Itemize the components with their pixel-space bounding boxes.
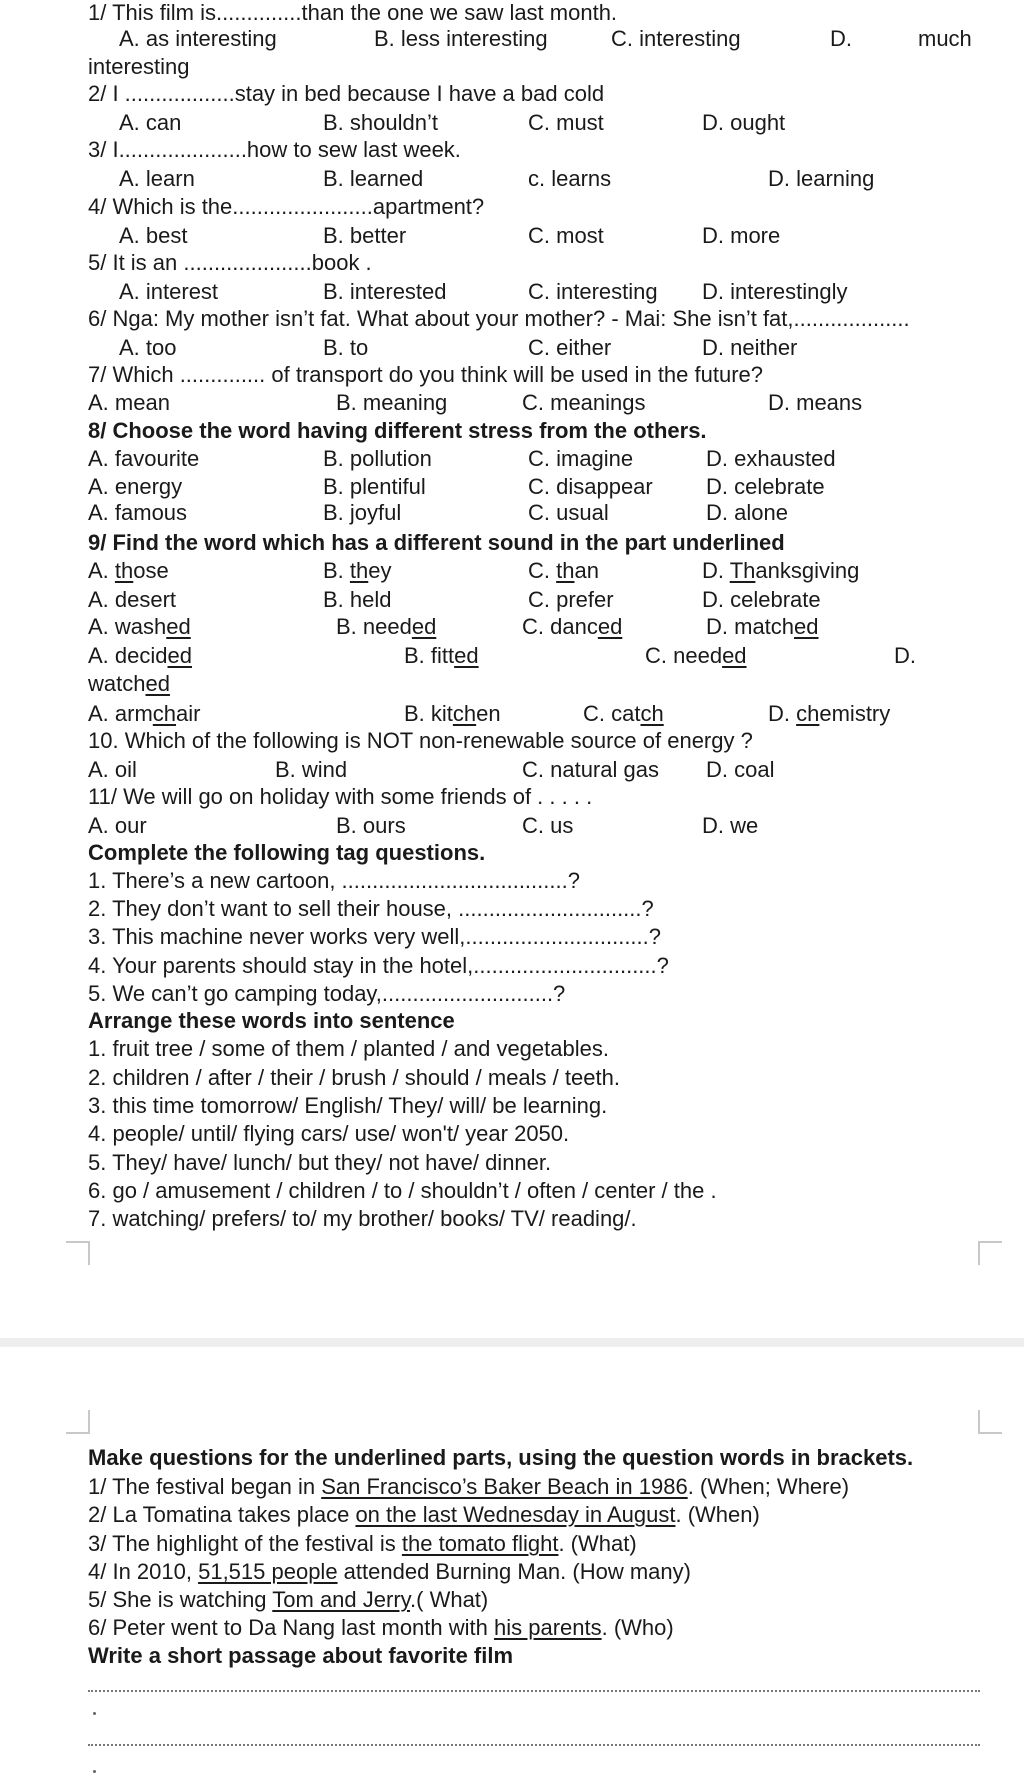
q10-option-d: D. coal: [706, 757, 775, 782]
q8-r2-d: D. celebrate: [706, 474, 825, 499]
q2-stem: 2/ I ..................stay in bed because I have a bad cold: [88, 81, 605, 106]
arrange-item-1: 1. fruit tree / some of them / planted / and vegetables.: [88, 1036, 609, 1061]
q9-r3-b: B. needed: [336, 614, 437, 639]
page-separator: [0, 1338, 1024, 1347]
q1-option-d-label: D.: [830, 26, 852, 51]
q7-option-d: D. means: [768, 390, 863, 415]
q9-r4-d-label: D.: [894, 643, 916, 668]
q8-r2-c: C. disappear: [528, 474, 653, 499]
q1-option-b: B. less interesting: [374, 26, 548, 51]
arrange-item-3: 3. this time tomorrow/ English/ They/ will/ be learning.: [88, 1093, 608, 1118]
q9-r1-b: B. they: [323, 558, 392, 583]
q10-option-a: A. oil: [88, 757, 137, 782]
q5-stem: 5/ It is an .....................book .: [88, 250, 372, 275]
q8-r1-a: A. favourite: [88, 446, 200, 471]
q11-stem: 11/ We will go on holiday with some friends of . . . . .: [88, 784, 593, 809]
q2-option-d: D. ought: [702, 110, 786, 135]
q3-option-a: A. learn: [119, 166, 195, 191]
q9-r4-d-wrap: watched: [88, 671, 170, 696]
q2-option-c: C. must: [528, 110, 604, 135]
crop-mark-top-right: [978, 1241, 1002, 1265]
q10-option-b: B. wind: [275, 757, 348, 782]
arrange-item-2: 2. children / after / their / brush / should / meals / teeth.: [88, 1065, 620, 1090]
q8-r2-a: A. energy: [88, 474, 183, 499]
q8-r3-a: A. famous: [88, 500, 188, 525]
q8-r1-b: B. pollution: [323, 446, 432, 471]
q5-option-b: B. interested: [323, 279, 447, 304]
q6-stem: 6/ Nga: My mother isn’t fat. What about your mother? - Mai: She isn’t fat,...................: [88, 306, 910, 331]
q10-stem: 10. Which of the following is NOT non-renewable source of energy ?: [88, 728, 753, 753]
q9-r3-d: D. matched: [706, 614, 819, 639]
arrange-item-5: 5. They/ have/ lunch/ but they/ not have/ dinner.: [88, 1150, 552, 1175]
q3-option-c: c. learns: [528, 166, 612, 191]
q3-option-b: B. learned: [323, 166, 424, 191]
passage-heading: Write a short passage about favorite film: [88, 1643, 514, 1668]
stray-dot: [93, 1712, 96, 1715]
q8-r1-d: D. exhausted: [706, 446, 836, 471]
make-question-4: 4/ In 2010, 51,515 people attended Burning Man. (How many): [88, 1559, 691, 1584]
q9-r5-c: C. catch: [583, 701, 664, 726]
q1-option-d-wrap: interesting: [88, 54, 190, 79]
q9-r5-a: A. armchair: [88, 701, 201, 726]
tag-question-2: 2. They don’t want to sell their house, ..............................?: [88, 896, 654, 921]
q8-r3-b: B. joyful: [323, 500, 402, 525]
tag-question-4: 4. Your parents should stay in the hotel,..............................?: [88, 953, 669, 978]
q3-stem: 3/ I.....................how to sew last week.: [88, 137, 461, 162]
q6-option-b: B. to: [323, 335, 369, 360]
q4-option-a: A. best: [119, 223, 188, 248]
q9-r3-c: C. danced: [522, 614, 623, 639]
q8-r2-b: B. plentiful: [323, 474, 426, 499]
tag-questions-heading: Complete the following tag questions.: [88, 840, 486, 865]
arrange-item-6: 6. go / amusement / children / to / shouldn’t / often / center / the .: [88, 1178, 717, 1203]
q9-r2-c: C. prefer: [528, 587, 614, 612]
arrange-item-4: 4. people/ until/ flying cars/ use/ won't/ year 2050.: [88, 1121, 570, 1146]
q1-option-d-text: much: [918, 26, 972, 51]
q1-stem: 1/ This film is..............than the one we saw last month.: [88, 0, 618, 25]
q11-option-d: D. we: [702, 813, 759, 838]
make-questions-heading: Make questions for the underlined parts, using the question words in brackets.: [88, 1445, 914, 1470]
q2-option-b: B. shouldn’t: [323, 110, 438, 135]
q4-option-c: C. most: [528, 223, 604, 248]
q6-option-d: D. neither: [702, 335, 798, 360]
answer-line-1[interactable]: [88, 1690, 980, 1692]
arrange-heading: Arrange these words into sentence: [88, 1008, 455, 1033]
q7-option-a: A. mean: [88, 390, 170, 415]
q10-option-c: C. natural gas: [522, 757, 659, 782]
q1-option-c: C. interesting: [611, 26, 741, 51]
q9-r1-a: A. those: [88, 558, 169, 583]
q4-option-b: B. better: [323, 223, 407, 248]
q9-r4-c: C. needed: [645, 643, 747, 668]
crop-mark-bottom-left: [66, 1410, 90, 1434]
q9-r5-b: B. kitchen: [404, 701, 501, 726]
q9-r4-a: A. decided: [88, 643, 192, 668]
q5-option-d: D. interestingly: [702, 279, 848, 304]
q4-stem: 4/ Which is the.......................apartment?: [88, 194, 485, 219]
crop-mark-bottom-right: [978, 1410, 1002, 1434]
q9-r4-b: B. fitted: [404, 643, 479, 668]
make-question-2: 2/ La Tomatina takes place on the last Wednesday in August. (When): [88, 1502, 760, 1527]
q2-option-a: A. can: [119, 110, 182, 135]
make-question-5: 5/ She is watching Tom and Jerry.( What): [88, 1587, 489, 1612]
q8-stem: 8/ Choose the word having different stress from the others.: [88, 418, 707, 443]
q11-option-c: C. us: [522, 813, 574, 838]
q7-option-b: B. meaning: [336, 390, 448, 415]
tag-question-5: 5. We can’t go camping today,............................?: [88, 981, 566, 1006]
q11-option-a: A. our: [88, 813, 147, 838]
q9-r2-d: D. celebrate: [702, 587, 821, 612]
q8-r1-c: C. imagine: [528, 446, 634, 471]
answer-line-2[interactable]: [88, 1744, 980, 1746]
q8-r3-c: C. usual: [528, 500, 609, 525]
q8-r3-d: D. alone: [706, 500, 788, 525]
q6-option-a: A. too: [119, 335, 177, 360]
q7-option-c: C. meanings: [522, 390, 646, 415]
make-question-6: 6/ Peter went to Da Nang last month with his parents. (Who): [88, 1615, 674, 1640]
q9-stem: 9/ Find the word which has a different sound in the part underlined: [88, 530, 785, 555]
q9-r1-c: C. than: [528, 558, 599, 583]
tag-question-1: 1. There’s a new cartoon, .....................................?: [88, 868, 580, 893]
stray-dot: [93, 1770, 96, 1773]
q9-r1-d: D. Thanksgiving: [702, 558, 860, 583]
q7-stem: 7/ Which .............. of transport do you think will be used in the future?: [88, 362, 764, 387]
q1-option-a: A. as interesting: [119, 26, 277, 51]
crop-mark-top-left: [66, 1241, 90, 1265]
q9-r3-a: A. washed: [88, 614, 191, 639]
make-question-1: 1/ The festival began in San Francisco’s Baker Beach in 1986. (When; Where): [88, 1474, 850, 1499]
q3-option-d: D. learning: [768, 166, 875, 191]
q9-r2-b: B. held: [323, 587, 392, 612]
q5-option-a: A. interest: [119, 279, 219, 304]
q9-r2-a: A. desert: [88, 587, 177, 612]
q5-option-c: C. interesting: [528, 279, 658, 304]
arrange-item-7: 7. watching/ prefers/ to/ my brother/ books/ TV/ reading/.: [88, 1206, 637, 1231]
q9-r5-d: D. chemistry: [768, 701, 891, 726]
q11-option-b: B. ours: [336, 813, 406, 838]
make-question-3: 3/ The highlight of the festival is the tomato flight. (What): [88, 1531, 637, 1556]
q6-option-c: C. either: [528, 335, 612, 360]
q4-option-d: D. more: [702, 223, 781, 248]
tag-question-3: 3. This machine never works very well,..............................?: [88, 924, 661, 949]
